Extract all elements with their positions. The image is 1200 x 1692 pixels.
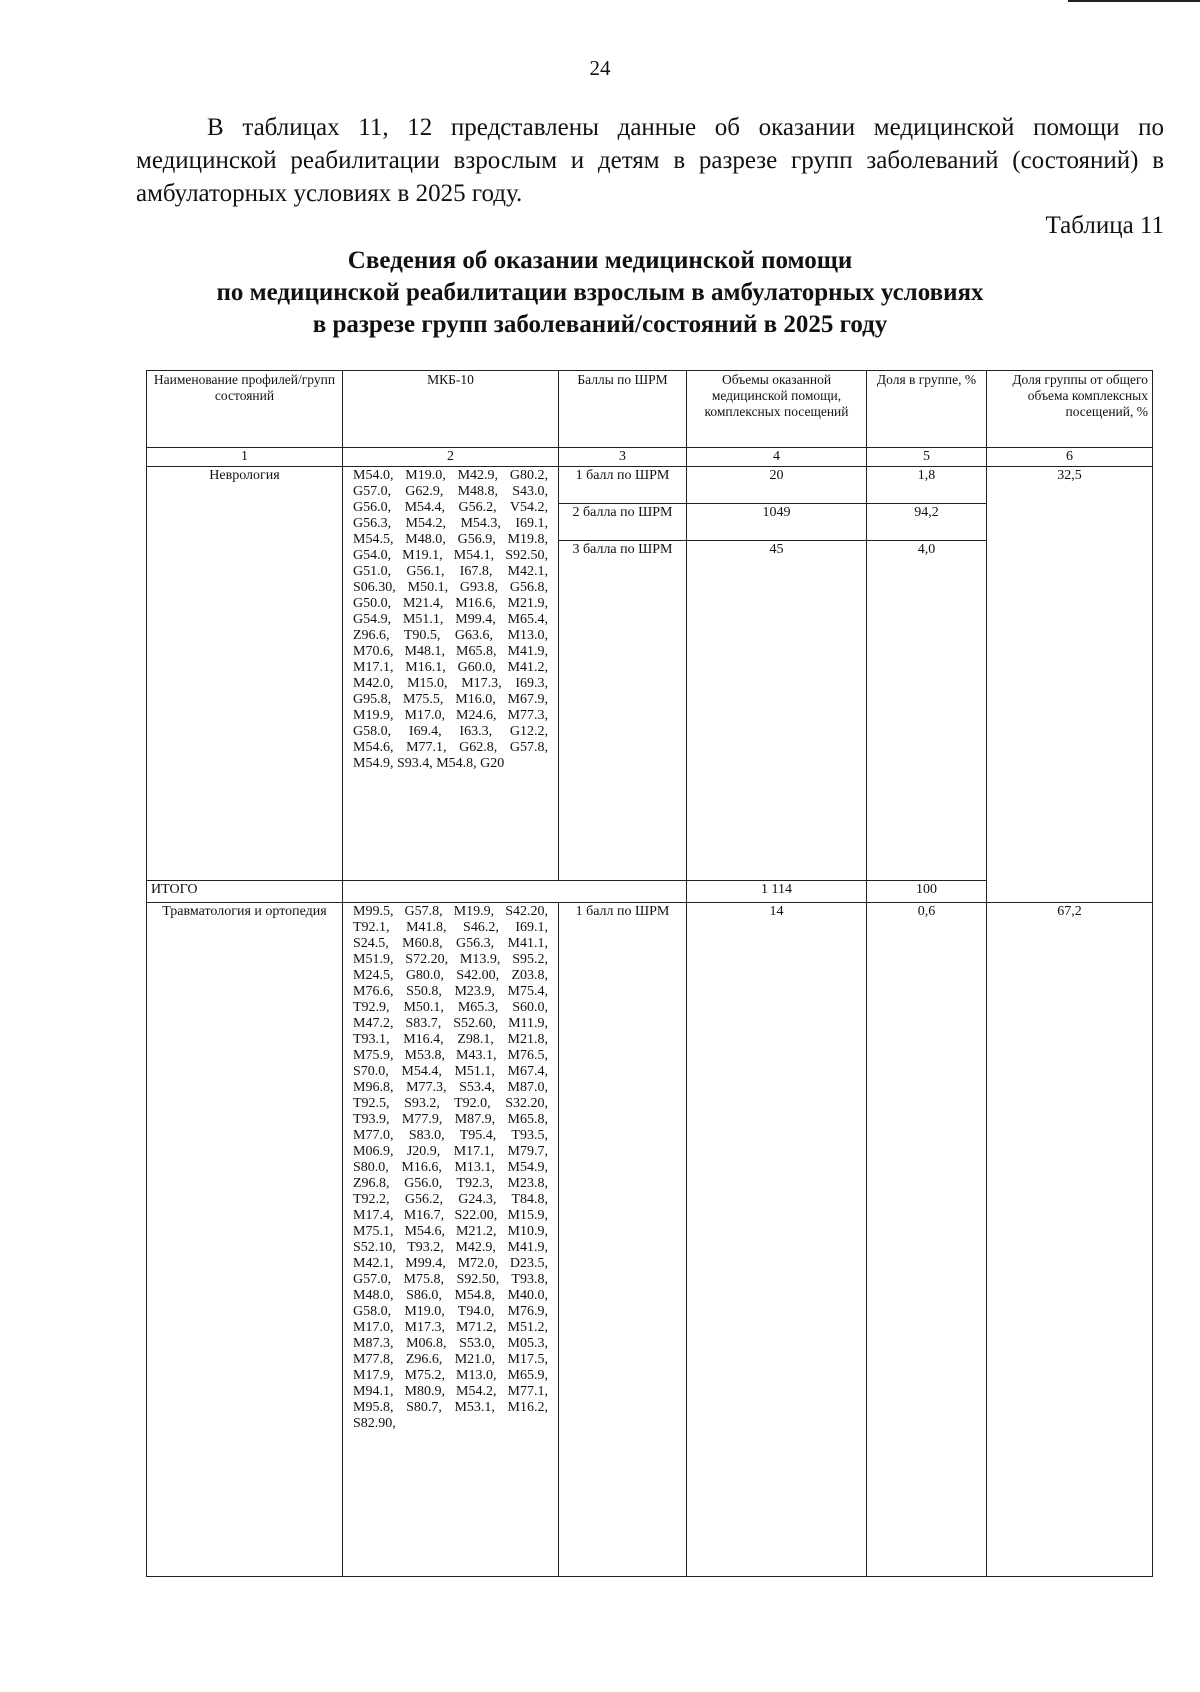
column-number: 3 [559, 448, 687, 467]
icd-codes: M99.5, G57.8, M19.9, S42.20, T92.1, M41.8, S46.2, I69.1, S24.5, M60.8, G56.3, M41.1, M51.9, S72.20, M13.9, S95.2, M24.5, G80.0, S42.00, Z03.8, M76.6, S50.8, M23.9, M75.4, T92.9, M50.1, M65.3, S60.0, M47.2, S83.7, S52.60, M11.9, T93.1, M16.4, Z98.1, M21.8, M75.9, M53.8, M43.1, M76.5, S70.0, M54.4, M51.1, M67.4, M96.8, M77.3, S53.4, M87.0, T92.5, S93.2, T92.0, S32.20, T93.9, M77.9, M87.9, M65.8, M77.0, S83.0, T95.4, T93.5, M06.9, J20.9, M17.1, M79.7, S80.0, M16.6, M13.1, M54.9, Z96.8, G56.0, T92.3, M23.8, T92.2, G56.2, G24.3, T84.8, M17.4, M16.7, S22.00, M15.9, M75.1, M54.6, M21.2, M10.9, S52.10, T93.2, M42.9, M41.9, M42.1, M99.4, M72.0, D23.5, G57.0, M75.8, S92.50, T93.8, M48.0, S86.0, M54.8, M40.0, G58.0, M19.0, T94.0, M76.9, M17.0, M17.3, M71.2, M51.2, M87.3, M06.8, S53.0, M05.3, M77.8, Z96.6, M21.0, M17.5, M17.9, M75.2, M13.0, M65.9, M94.1, M80.9, M54.2, M77.1, M95.8, S80.7, M53.1, M16.2, S82.90, [343, 903, 559, 1577]
table-label: Таблица 11 [1045, 212, 1164, 239]
share-value: 94,2 [867, 503, 986, 540]
column-number: 2 [343, 448, 559, 467]
table-title-line: Сведения об оказании медицинской помощи [347, 247, 853, 274]
total-label: ИТОГО [147, 881, 343, 903]
header-volume: Объемы оказанной медицинской помощи, комплексных посещений [687, 371, 867, 448]
column-number-row [147, 448, 1153, 467]
header-icd10: МКБ-10 [343, 371, 559, 448]
total-share: 100 [867, 881, 987, 903]
intro-paragraph: В таблицах 11, 12 представлены данные об оказании медицинской помощи по медицинской реабилитации взрослым и детям в разрезе групп заболеваний (состояний) в амбулаторных условиях в 2025 году. [136, 114, 1164, 207]
share-value: 0,6 [867, 903, 987, 1577]
page-number: 24 [589, 56, 611, 80]
total-empty [343, 881, 687, 903]
table-title [0, 245, 1200, 341]
score-cell [559, 467, 687, 881]
score-value: 1 балл по ШРМ [575, 468, 670, 483]
table-row [147, 467, 1153, 881]
score-value: 1 балл по ШРМ [559, 903, 687, 1577]
group-share: 32,5 [987, 467, 1153, 903]
group-name: Неврология [147, 467, 343, 881]
group-share: 67,2 [987, 903, 1153, 1577]
volume-value: 45 [687, 540, 866, 577]
table-row [147, 903, 1153, 1577]
rehab-table [146, 370, 1153, 1577]
volume-cell [687, 467, 867, 881]
share-cell [867, 467, 987, 881]
table-header-row [147, 371, 1153, 448]
volume-value: 14 [687, 903, 867, 1577]
table-title-line: по медицинской реабилитации взрослым в амбулаторных условиях [216, 279, 984, 306]
column-number: 4 [687, 448, 867, 467]
volume-value: 20 [769, 468, 784, 483]
icd-codes: M54.0, M19.0, M42.9, G80.2, G57.0, G62.9, M48.8, S43.0, G56.0, M54.4, G56.2, V54.2, G56.3, M54.2, M54.3, I69.1, M54.5, M48.0, G56.9, M19.8, G54.0, M19.1, M54.1, S92.50, G51.0, G56.1, I67.8, M42.1, S06.30, M50.1, G93.8, G56.8, G50.0, M21.4, M16.6, M21.9, G54.9, M51.1, M99.4, M65.4, Z96.6, T90.5, G63.6, M13.0, M70.6, M48.1, M65.8, M41.9, M17.1, M16.1, G60.0, M41.2, M42.0, M15.0, M17.3, I69.3, G95.8, M75.5, M16.0, M67.9, M19.9, M17.0, M24.6, M77.3, G58.0, I69.4, I63.3, G12.2, M54.6, M77.1, G62.8, G57.8, M54.9, S93.4, M54.8, G20 [343, 467, 559, 881]
score-value: 3 балла по ШРМ [559, 540, 686, 577]
header-score: Баллы по ШРМ [559, 371, 687, 448]
share-value: 1,8 [917, 468, 936, 483]
column-number: 1 [147, 448, 343, 467]
column-number: 5 [867, 448, 987, 467]
volume-value: 1049 [687, 503, 866, 540]
top-rule [1068, 0, 1200, 2]
table-title-line: в разрезе групп заболеваний/состояний в 2025 году [312, 311, 888, 338]
total-volume: 1 114 [687, 881, 867, 903]
header-profile: Наименование профилей/групп состояний [147, 371, 343, 448]
share-value: 4,0 [867, 540, 986, 577]
group-name: Травматология и ортопедия [147, 903, 343, 1577]
header-group-share: Доля группы от общего объема комплексных посещений, % [987, 371, 1153, 448]
score-value: 2 балла по ШРМ [559, 503, 686, 540]
column-number: 6 [987, 448, 1153, 467]
header-share-in-group: Доля в группе, % [867, 371, 987, 448]
